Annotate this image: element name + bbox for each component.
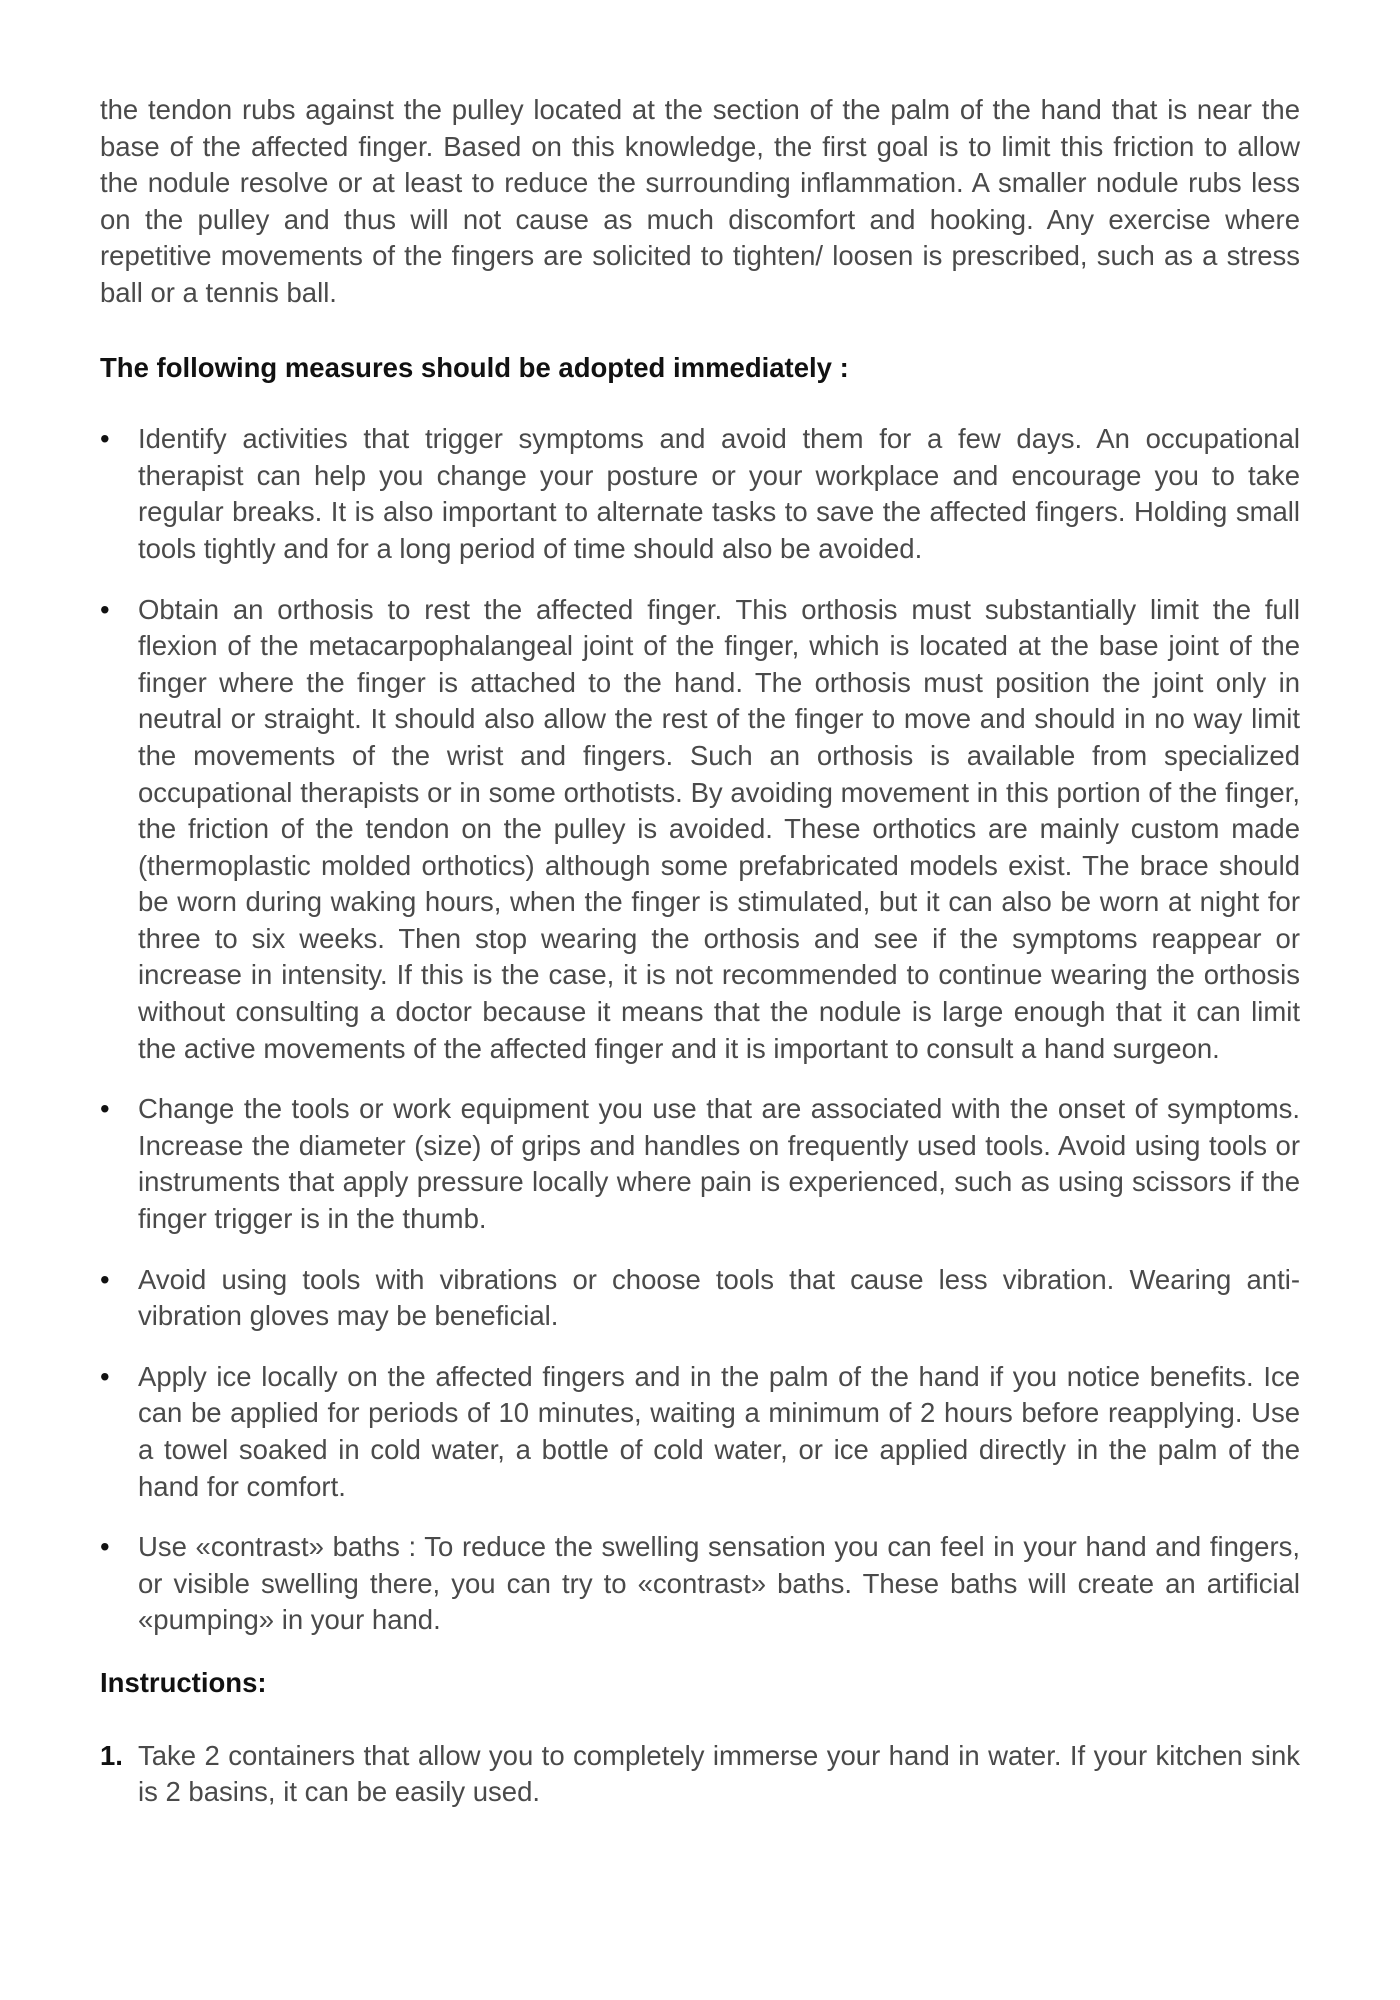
instruction-step: [100, 1738, 1300, 1811]
list-item-text: Identify activities that trigger symptoms and avoid them for a few days. An occupational therapist can help you change your posture or your workplace and encourage you to take regular breaks. It is also important to alternate tasks to save the affected fingers. Holding small tools tightly and for a long period of time should also be avoided.: [138, 423, 1300, 564]
list-item: [100, 1262, 1300, 1335]
list-item-text: Apply ice locally on the affected fingers and in the palm of the hand if you notice benefits. Ice can be applied for periods of 10 minutes, waiting a minimum of 2 hours before reapplying. Use a towel soaked in cold water, a bottle of cold water, or ice applied directly in the palm of the hand for comfort.: [138, 1360, 1300, 1502]
list-item: [100, 1529, 1300, 1639]
bullet-icon: •: [100, 1093, 110, 1125]
bullet-icon: •: [100, 1263, 110, 1295]
list-item-text: Obtain an orthosis to rest the affected finger. This orthosis must substantially limit the full flexion of the metacarpophalangeal joint of the finger, which is located at the base joint of the finger where the finger is attached to the hand. The orthosis must position the joint only in neutral or straight. It should also allow the rest of the finger to move and should in no way limit the movements of the wrist and fingers. Such an orthosis is available from specialized occupational therapists or in some orthotists. By avoiding movement in this portion of the finger, the friction of the tendon on the pulley is avoided. These orthotics are mainly custom made (thermoplastic molded orthotics) although some prefabricated models exist. The brace should be worn during waking hours, when the finger is stimulated, but it can also be worn at night for three to six weeks. Then stop wearing the orthosis and see if the symptoms reappear or increase in intensity. If this is the case, it is not recommended to continue wearing the orthosis without consulting a doctor because it means that the nodule is large enough that it can limit the active movements of the affected finger and it is important to consult a hand surgeon.: [138, 593, 1300, 1064]
document-page: [100, 92, 1300, 1811]
step-number: 1.: [100, 1739, 123, 1771]
step-text: Take 2 containers that allow you to completely immerse your hand in water. If your kitchen sink is 2 basins, it can be easily used.: [138, 1739, 1300, 1808]
bullet-icon: •: [100, 1360, 110, 1392]
instructions-heading: Instructions:: [100, 1666, 267, 1698]
measures-heading: The following measures should be adopted immediately :: [100, 351, 849, 383]
bullet-icon: •: [100, 593, 110, 625]
list-item: [100, 421, 1300, 567]
list-item: [100, 1091, 1300, 1237]
bullet-icon: •: [100, 1531, 110, 1563]
list-item-text: Use «contrast» baths : To reduce the swelling sensation you can feel in your hand and fingers, or visible swelling there, you can try to «contrast» baths. These baths will create an artificial «pumping» in your hand.: [138, 1531, 1300, 1636]
list-item: [100, 1359, 1300, 1505]
list-item-text: Avoid using tools with vibrations or choose tools that cause less vibration. Wearing anti-vibration gloves may be beneficial.: [138, 1263, 1300, 1332]
list-item-text: Change the tools or work equipment you use that are associated with the onset of symptoms. Increase the diameter (size) of grips and handles on frequently used tools. Avoid using tools or instruments that apply pressure locally where pain is experienced, such as using scissors if the finger trigger is in the thumb.: [138, 1093, 1300, 1235]
instructions-list: [100, 1738, 1300, 1811]
intro-paragraph: the tendon rubs against the pulley located at the section of the palm of the hand that is near the base of the affected finger. Based on this knowledge, the first goal is to limit this friction to allow the nodule resolve or at least to reduce the surrounding inflammation. A smaller nodule rubs less on the pulley and thus will not cause as much discomfort and hooking. Any exercise where repetitive movements of the fingers are solicited to tighten/ loosen is prescribed, such as a stress ball or a tennis ball.: [100, 94, 1300, 308]
bullet-icon: •: [100, 423, 110, 455]
list-item: [100, 592, 1300, 1068]
measures-list: [100, 421, 1300, 1639]
